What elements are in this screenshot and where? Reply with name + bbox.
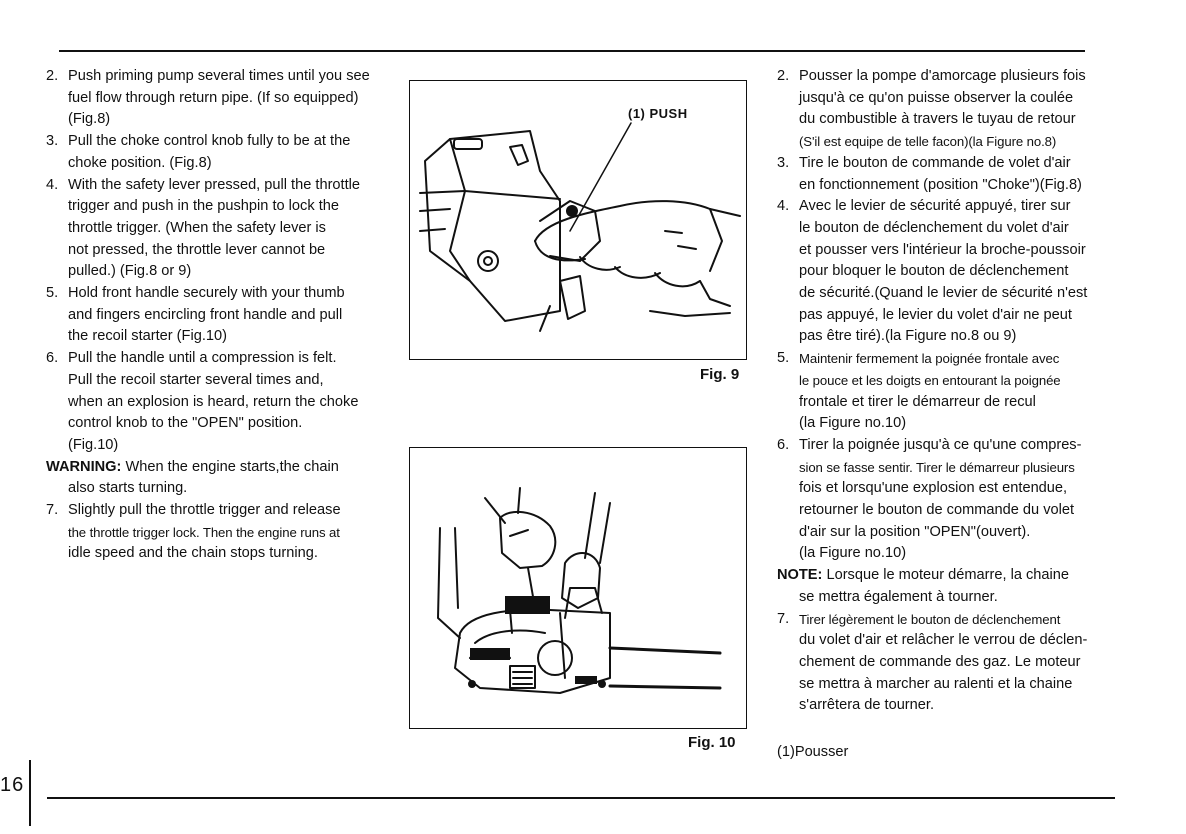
- text-line: and fingers encircling front handle and pull: [68, 306, 343, 323]
- text-line: trigger and push in the pushpin to lock the: [68, 198, 339, 215]
- text-line: choke position. (Fig.8): [68, 154, 212, 171]
- text-line: de sécurité.(Quand le levier de sécurité n'est: [799, 285, 1088, 302]
- text-line: chement de commande des gaz. Le moteur: [799, 653, 1081, 670]
- text-line: also starts turning.: [68, 480, 188, 497]
- text-line: the throttle trigger lock. Then the engine runs at: [68, 524, 340, 540]
- en-step-5: [46, 283, 382, 348]
- text-line: retourner le bouton de commande du volet: [799, 502, 1075, 519]
- footnote-pousser: (1)Pousser: [777, 744, 849, 760]
- en-step-7: [46, 500, 382, 565]
- text-line: control knob to the "OPEN" position.: [68, 415, 303, 432]
- text-line: when an explosion is heard, return the choke: [68, 393, 359, 410]
- fr-step-2: [777, 66, 1109, 153]
- page-number: 16: [0, 774, 25, 796]
- text-line: pulled.) (Fig.8 or 9): [68, 263, 192, 280]
- en-step-6: [46, 348, 382, 457]
- figure-9-illustration: [410, 81, 746, 359]
- step-number: 2.: [777, 68, 790, 84]
- text-line: se mettra également à tourner.: [799, 588, 998, 605]
- text-line: Avec le levier de sécurité appuyé, tirer sur: [799, 198, 1071, 215]
- step-number: 7.: [46, 502, 59, 519]
- text-line: Tire le bouton de commande de volet d'air: [799, 154, 1071, 171]
- text-line: (S'il est equipe de telle facon)(la Figure no.8): [799, 134, 1057, 150]
- step-number: 5.: [777, 350, 790, 367]
- warning-label: WARNING:: [46, 458, 122, 475]
- text-line: et pousser vers l'intérieur la broche-poussoir: [799, 241, 1086, 258]
- fr-step-7: [777, 609, 1109, 718]
- step-number: 3.: [46, 133, 59, 150]
- text-line: Slightly pull the throttle trigger and release: [68, 502, 341, 519]
- text-line: (la Figure no.10): [799, 415, 907, 432]
- step-number: 6.: [777, 436, 790, 453]
- fr-step-3: [777, 153, 1109, 196]
- step-number: 3.: [777, 154, 790, 171]
- en-step-3: [46, 131, 382, 174]
- en-warning: [46, 457, 382, 500]
- step-number: 6.: [46, 350, 59, 367]
- step-number: 4.: [46, 176, 59, 193]
- text-line: du volet d'air et relâcher le verrou de déclen-: [799, 632, 1088, 649]
- step-number: 5.: [46, 285, 59, 302]
- text-line: throttle trigger. (When the safety lever is: [68, 219, 326, 236]
- text-line: With the safety lever pressed, pull the throttle: [68, 176, 361, 193]
- en-step-2: [46, 66, 382, 131]
- text-line: fois et lorsqu'une explosion est entendue,: [799, 480, 1068, 497]
- text-line: Push priming pump several times until you see: [68, 68, 370, 84]
- text-line: Tirer la poignée jusqu'à ce qu'une compres-: [799, 436, 1082, 453]
- step-number: 7.: [777, 610, 790, 627]
- text-line: Tirer légèrement le bouton de déclenchement: [799, 611, 1061, 627]
- text-line: se mettra à marcher au ralenti et la chaine: [799, 675, 1073, 692]
- bottom-rule: [47, 797, 1115, 799]
- fr-step-5: [777, 348, 1109, 435]
- text-line: le bouton de déclenchement du volet d'air: [799, 219, 1069, 236]
- text-line: Maintenir fermement la poignée frontale avec: [799, 351, 1060, 367]
- text-line: en fonctionnement (position "Choke")(Fig.8): [799, 176, 1082, 193]
- text-line: jusqu'à ce qu'on puisse observer la coulée: [799, 89, 1074, 106]
- text-line: pas être tiré).(la Figure no.8 ou 9): [799, 328, 1017, 345]
- text-line: du combustible à travers le tuyau de retour: [799, 111, 1076, 128]
- text-line: fuel flow through return pipe. (If so equipped): [68, 89, 359, 106]
- text-line: Hold front handle securely with your thumb: [68, 285, 345, 302]
- text-line: Lorsque le moteur démarre, la chaine: [822, 567, 1070, 584]
- text-line: the recoil starter (Fig.10): [68, 328, 227, 345]
- fr-step-6: [777, 435, 1109, 565]
- text-line: s'arrêtera de tourner.: [799, 697, 935, 714]
- text-line: le pouce et les doigts en entourant la poignée: [799, 372, 1061, 388]
- top-rule: [59, 50, 1085, 52]
- step-number: 4.: [777, 198, 790, 215]
- note-label: NOTE:: [777, 567, 823, 584]
- french-column: [777, 66, 1109, 717]
- figure-9-frame: [409, 80, 747, 360]
- text-line: Pull the choke control knob fully to be at the: [68, 133, 351, 150]
- text-line: pas appuyé, le levier du volet d'air ne peut: [799, 306, 1072, 323]
- text-line: d'air sur la position "OPEN"(ouvert).: [799, 523, 1031, 540]
- text-line: frontale et tirer le démarreur de recul: [799, 393, 1036, 410]
- en-step-4: [46, 175, 382, 284]
- text-line: not pressed, the throttle lever cannot be: [68, 241, 326, 258]
- text-line: Pousser la pompe d'amorcage plusieurs fois: [799, 68, 1086, 84]
- text-line: (la Figure no.10): [799, 545, 907, 562]
- english-column: [46, 66, 382, 565]
- push-label: (1) PUSH: [628, 106, 688, 121]
- text-line: (Fig.10): [68, 436, 119, 453]
- figure-10-caption: Fig. 10: [688, 734, 736, 751]
- text-line: When the engine starts,the chain: [121, 458, 339, 475]
- figure-10-illustration: [410, 448, 746, 728]
- text-line: Pull the recoil starter several times and,: [68, 371, 324, 388]
- text-line: sion se fasse sentir. Tirer le démarreur plusieurs: [799, 459, 1075, 475]
- text-line: (Fig.8): [68, 111, 111, 128]
- fr-note: [777, 565, 1109, 608]
- page-number-bar: [29, 760, 31, 826]
- fr-step-4: [777, 196, 1109, 348]
- text-line: Pull the handle until a compression is felt.: [68, 350, 337, 367]
- figure-10-frame: [409, 447, 747, 729]
- text-line: idle speed and the chain stops turning.: [68, 545, 318, 562]
- text-line: pour bloquer le bouton de déclenchement: [799, 263, 1069, 280]
- step-number: 2.: [46, 68, 59, 84]
- figure-9-caption: Fig. 9: [700, 366, 740, 383]
